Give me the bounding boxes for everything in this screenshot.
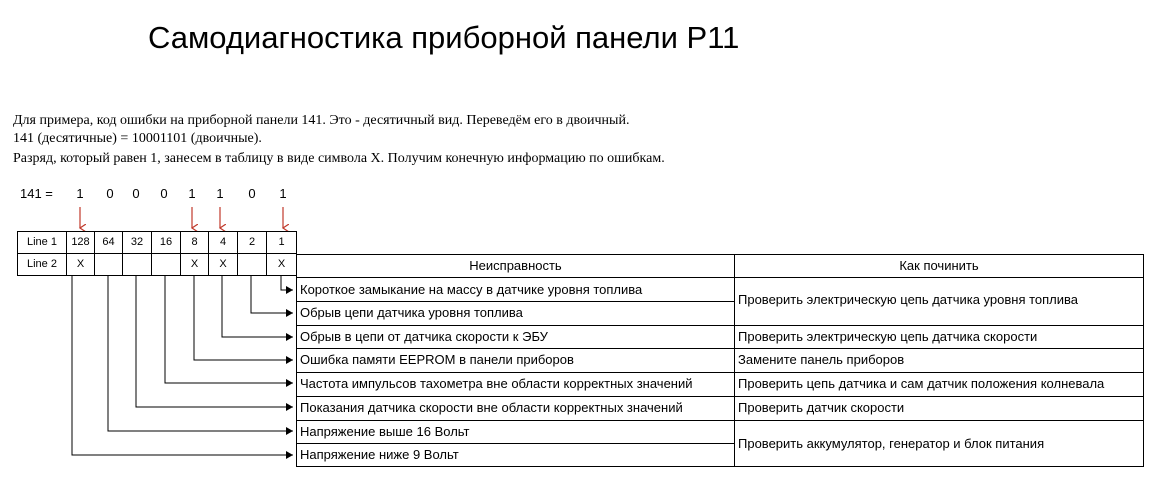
code-label: 141 = [20,186,53,201]
fault-row: Короткое замыкание на массу в датчике уровня топлива [300,282,643,297]
fault-row: Показания датчика скорости вне области корректных значений [300,400,683,415]
bit-digit: 1 [188,186,196,201]
intro-line-2: 141 (десятичные) = 10001101 (двоичные). [13,131,262,146]
page-title: Самодиагностика приборной панели P11 [148,20,740,55]
line1-label: Line 1 [27,236,57,248]
header-fix: Как починить [899,258,979,273]
bit-digit: 0 [132,186,140,201]
intro-line-1: Для примера, код ошибки на приборной панели 141. Это - десятичный вид. Переведём его в двоичный. [13,113,630,128]
weight-cell: 32 [130,236,144,248]
header-fault: Неисправность [469,258,562,273]
mark-cell: X [190,258,199,270]
fault-row: Ошибка памяти EEPROM в панели приборов [300,352,574,367]
fault-row: Обрыв цепи датчика уровня топлива [300,305,523,320]
weight-cell: 64 [102,236,115,248]
fix-row: Проверить электрическую цепь датчика уровня топлива [738,292,1079,307]
weight-cell: 1 [278,236,285,248]
fault-row: Напряжение ниже 9 Вольт [300,447,459,462]
connector-line [136,275,293,407]
bit-digit: 1 [76,186,84,201]
connector-line [251,275,293,313]
fault-row: Напряжение выше 16 Вольт [300,424,470,439]
weight-cell: 4 [219,236,227,248]
mark-cell: X [219,258,227,270]
bit-digit: 0 [106,186,114,201]
connector-line [72,275,293,455]
bit-digit: 0 [248,186,256,201]
bit-digit: 1 [279,186,287,201]
connector-line [281,275,293,290]
connector-line [165,275,293,383]
connector-line [222,275,293,337]
intro-line-3: Разряд, который равен 1, занесем в таблицу в виде символа X. Получим конечную информацию по ошибкам. [13,151,665,166]
fault-row: Обрыв в цепи от датчика скорости к ЭБУ [300,329,548,344]
fix-row: Проверить датчик скорости [738,400,905,415]
fault-row: Частота импульсов тахометра вне области корректных значений [300,376,693,391]
bit-digit: 0 [160,186,168,201]
fix-row: Проверить электрическую цепь датчика скорости [738,329,1038,344]
mark-cell: X [277,258,286,270]
fix-row: Проверить цепь датчика и сам датчик положения колневала [738,376,1105,391]
weight-cell: 2 [248,236,256,248]
connector-line [194,275,293,360]
bit-digit: 1 [216,186,224,201]
mark-cell: X [76,258,85,270]
weight-cell: 128 [71,236,90,248]
fix-row: Проверить аккумулятор, генератор и блок питания [738,436,1045,451]
weight-cell: 16 [159,236,173,248]
line2-label: Line 2 [27,258,57,270]
weight-cell: 8 [191,236,198,248]
fix-row: Замените панель приборов [738,352,905,367]
